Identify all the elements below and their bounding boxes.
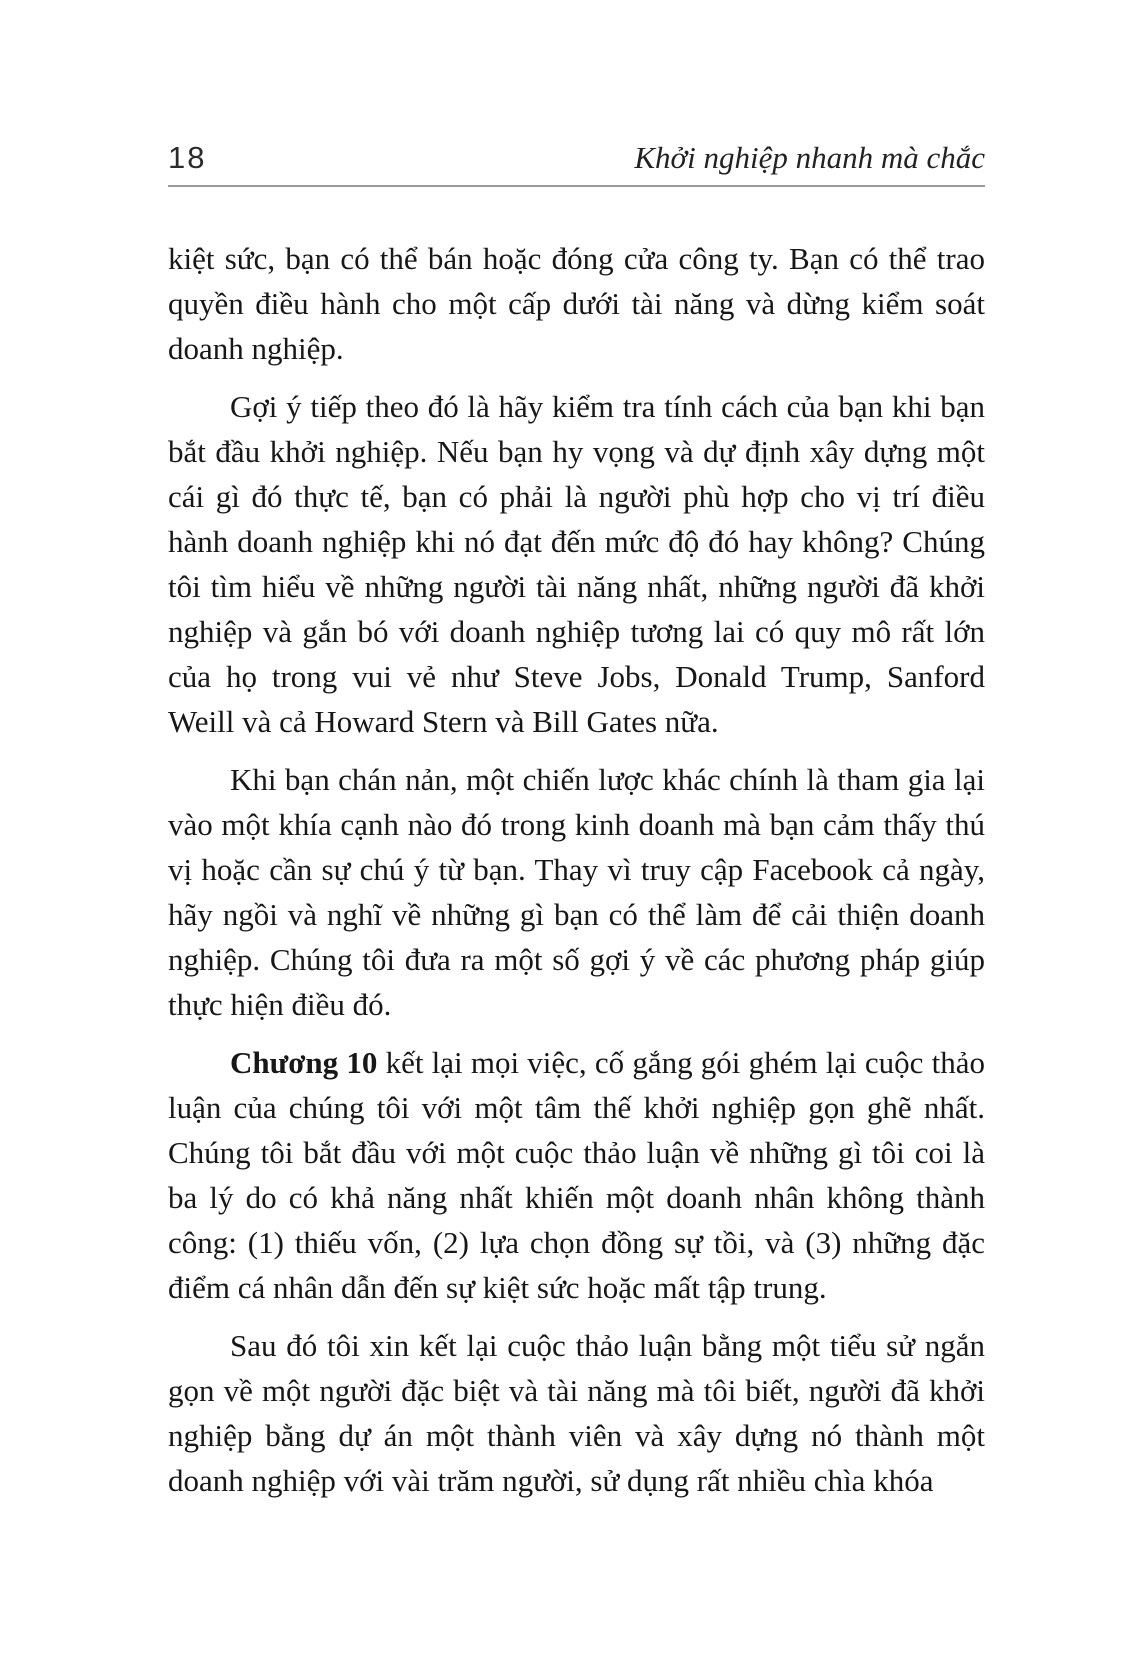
running-header bbox=[168, 140, 985, 187]
chapter-reference-bold: Chương 10 bbox=[230, 1045, 378, 1080]
paragraph bbox=[168, 1323, 985, 1503]
page-body bbox=[168, 236, 985, 1503]
paragraph-text: kiệt sức, bạn có thể bán hoặc đóng cửa công ty. Bạn có thể trao quyền điều hành cho một cấp dưới tài năng và dừng kiểm soát doanh nghiệp. bbox=[168, 241, 985, 366]
paragraph bbox=[168, 384, 985, 744]
paragraph-continuation bbox=[168, 236, 985, 371]
paragraph-chapter-summary bbox=[168, 1040, 985, 1310]
paragraph bbox=[168, 757, 985, 1027]
paragraph-text: Khi bạn chán nản, một chiến lược khác chính là tham gia lại vào một khía cạnh nào đó trong kinh doanh mà bạn cảm thấy thú vị hoặc cần sự chú ý từ bạn. Thay vì truy cập Facebook cả ngày, hãy ngồi và nghĩ về những gì bạn có thể làm để cải thiện doanh nghiệp. Chúng tôi đưa ra một số gợi ý về các phương pháp giúp thực hiện điều đó. bbox=[168, 762, 985, 1022]
paragraph-text: Sau đó tôi xin kết lại cuộc thảo luận bằng một tiểu sử ngắn gọn về một người đặc biệt và tài năng mà tôi biết, người đã khởi nghiệp bằng dự án một thành viên và xây dựng nó thành một doanh nghiệp với vài trăm người, sử dụng rất nhiều chìa khóa bbox=[168, 1328, 985, 1498]
running-title: Khởi nghiệp nhanh mà chắc bbox=[634, 140, 985, 175]
paragraph-text: Gợi ý tiếp theo đó là hãy kiểm tra tính cách của bạn khi bạn bắt đầu khởi nghiệp. Nếu bạn hy vọng và dự định xây dựng một cái gì đó thực tế, bạn có phải là người phù hợp cho vị trí điều hành doanh nghiệp khi nó đạt đến mức độ đó hay không? Chúng tôi tìm hiểu về những người tài năng nhất, những người đã khởi nghiệp và gắn bó với doanh nghiệp tương lai có quy mô rất lớn của họ trong vui vẻ như Steve Jobs, Donald Trump, Sanford Weill và cả Howard Stern và Bill Gates nữa. bbox=[168, 389, 985, 739]
page-number: 18 bbox=[168, 140, 207, 175]
paragraph-text: kết lại mọi việc, cố gắng gói ghém lại cuộc thảo luận của chúng tôi với một tâm thế khởi nghiệp gọn ghẽ nhất. Chúng tôi bắt đầu với một cuộc thảo luận về những gì tôi coi là ba lý do có khả năng nhất khiến một doanh nhân không thành công: (1) thiếu vốn, (2) lựa chọn đồng sự tồi, và (3) những đặc điểm cá nhân dẫn đến sự kiệt sức hoặc mất tập trung. bbox=[168, 1045, 986, 1305]
